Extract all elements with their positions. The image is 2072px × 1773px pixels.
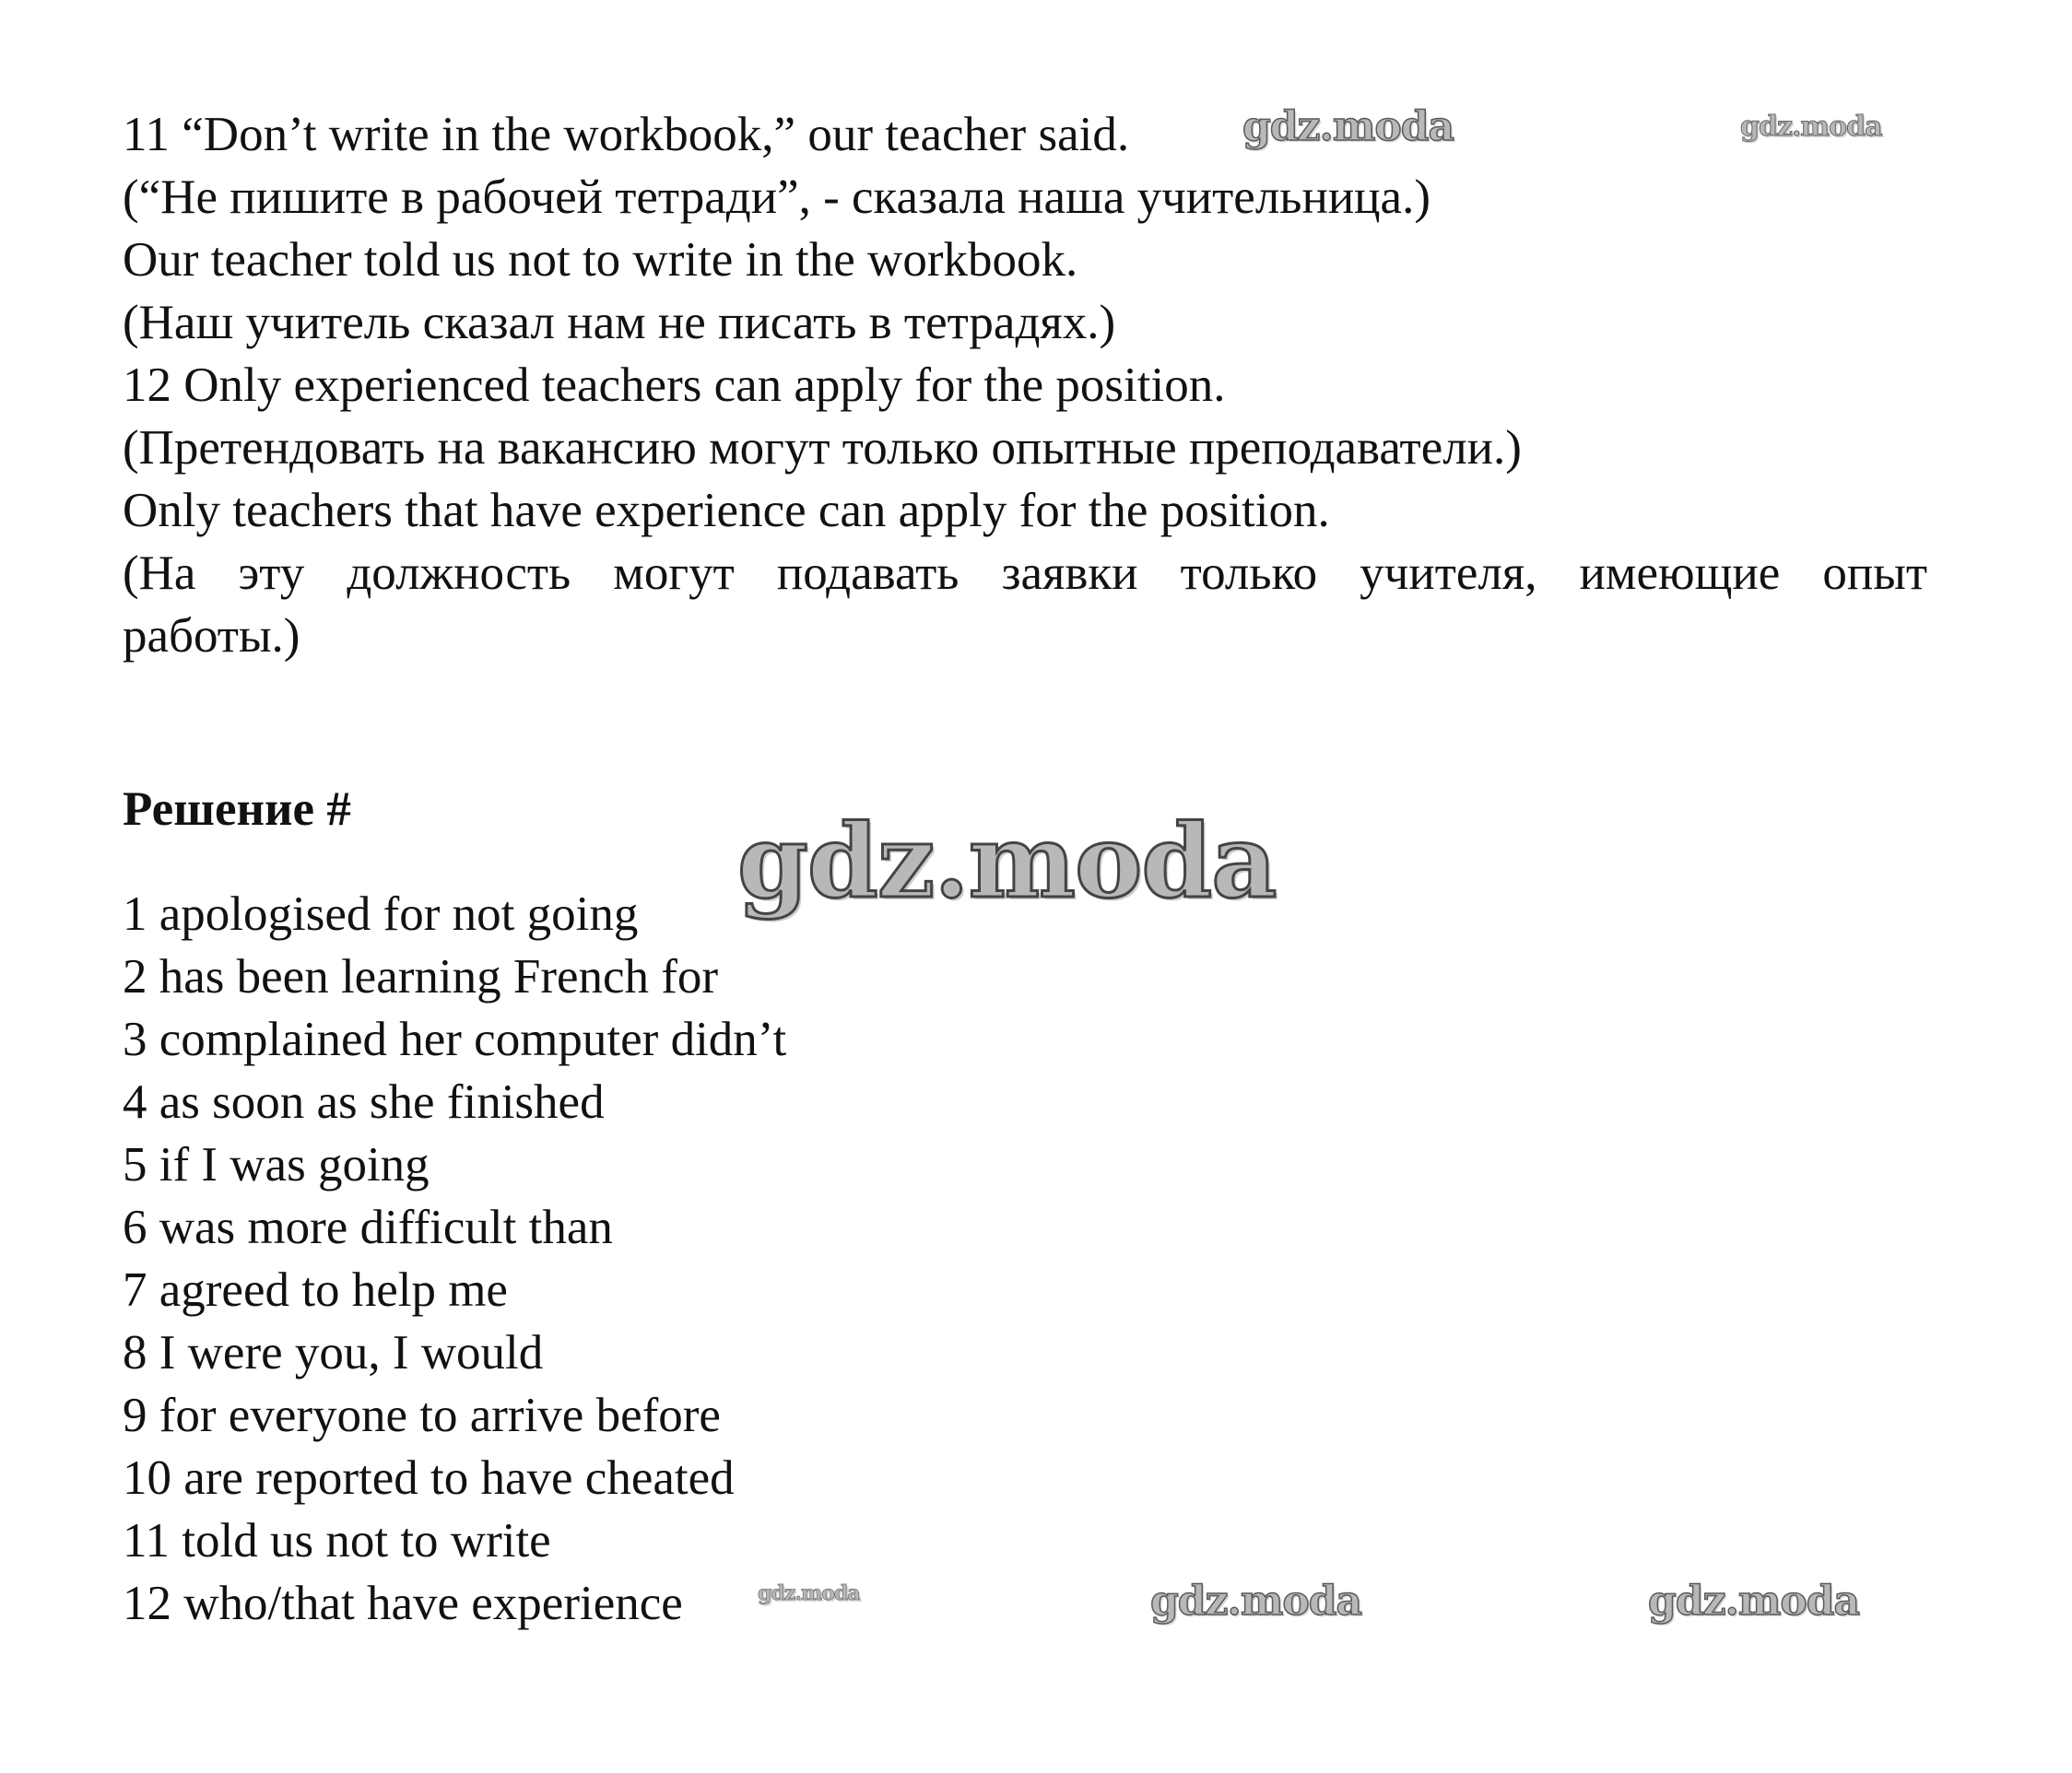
solution-heading: Решение # (123, 782, 351, 836)
answer-5: 5 if I was going (123, 1138, 430, 1192)
exercise-line-4: (Наш учитель сказал нам не писать в тетрадях.) (123, 296, 1116, 349)
watermark-top-right: gdz.moda (1740, 111, 1882, 143)
answer-12: 12 who/that have experience (123, 1577, 683, 1630)
exercise-line-3: Our teacher told us not to write in the workbook. (123, 233, 1078, 287)
answer-6: 6 was more difficult than (123, 1201, 613, 1254)
watermark-top-inline: gdz.moda (1242, 103, 1454, 150)
answer-9: 9 for everyone to arrive before (123, 1389, 721, 1442)
answer-2: 2 has been learning French for (123, 950, 719, 1004)
exercise-line-7: Only teachers that have experience can apply for the position. (123, 484, 1330, 537)
watermark-bottom-middle: gdz.moda (1150, 1578, 1362, 1625)
answer-11: 11 told us not to write (123, 1514, 551, 1568)
exercise-line-2: (“Не пишите в рабочей тетради”, - сказала наша учительница.) (123, 170, 1430, 224)
exercise-line-9: работы.) (123, 609, 300, 663)
answer-3: 3 complained her computer didn’t (123, 1013, 787, 1066)
exercise-line-5: 12 Only experienced teachers can apply for the position. (123, 358, 1226, 412)
exercise-line-1: 11 “Don’t write in the workbook,” our teacher said. (123, 108, 1130, 161)
answer-4: 4 as soon as she finished (123, 1075, 605, 1129)
answer-10: 10 are reported to have cheated (123, 1451, 735, 1505)
watermark-after-answer: gdz.moda (758, 1581, 860, 1605)
watermark-large-center: gdz.moda (737, 802, 1277, 921)
answer-7: 7 agreed to help me (123, 1263, 508, 1317)
exercise-line-8: (На эту должность могут подавать заявки только учителя, имеющие опыт (123, 546, 1927, 600)
watermark-bottom-right: gdz.moda (1648, 1578, 1860, 1625)
answer-1: 1 apologised for not going (123, 887, 639, 941)
answer-8: 8 I were you, I would (123, 1326, 544, 1380)
exercise-line-6: (Претендовать на вакансию могут только опытные преподаватели.) (123, 421, 1522, 475)
